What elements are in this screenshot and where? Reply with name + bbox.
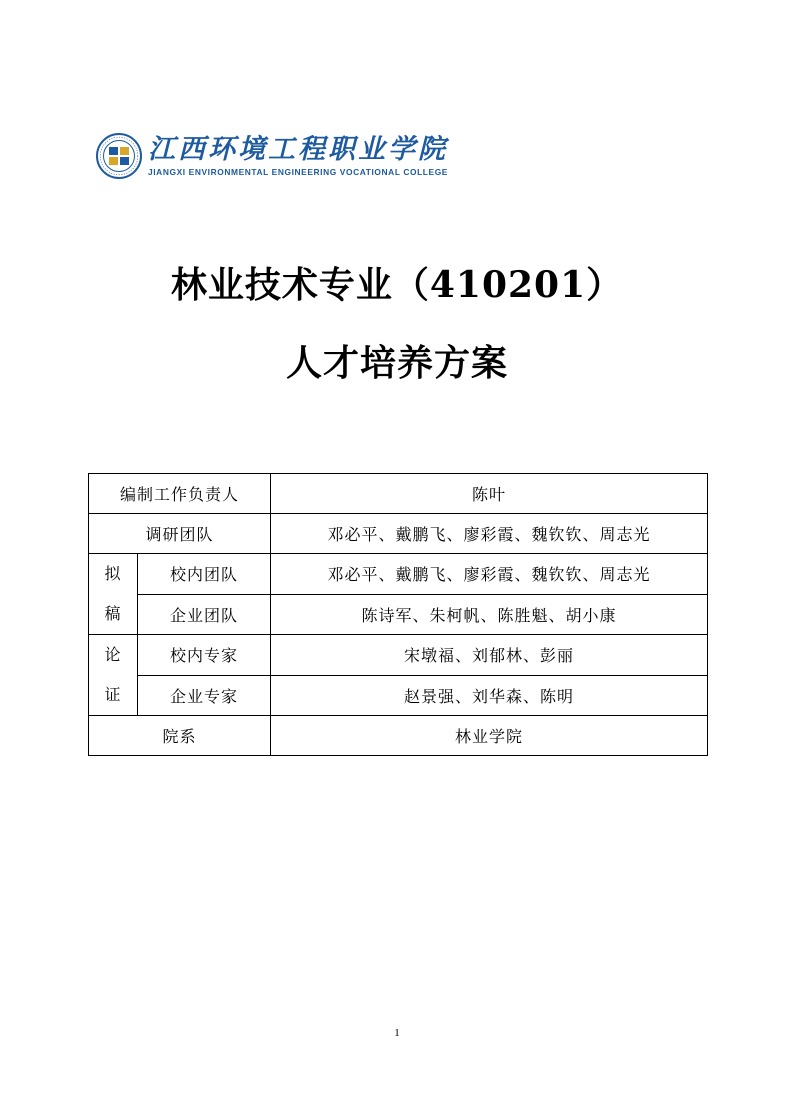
review-char-1: 论 <box>104 645 122 664</box>
draft-group-label <box>89 554 138 635</box>
review-company-value: 赵景强、刘华森、陈明 <box>271 675 708 716</box>
page-number: 1 <box>394 1027 400 1039</box>
review-school-label: 校内专家 <box>138 635 271 676</box>
document-title-line1: 林业技术专业（410201） <box>170 264 624 306</box>
dept-label: 院系 <box>89 716 271 756</box>
table-row <box>89 474 708 514</box>
draft-school-value: 邓必平、戴鹏飞、廖彩霞、魏钦钦、周志光 <box>271 554 708 595</box>
editor-label: 编制工作负责人 <box>89 474 271 514</box>
college-seal-icon <box>96 133 142 179</box>
draft-char-1: 拟 <box>104 564 122 583</box>
review-company-label: 企业专家 <box>138 675 271 716</box>
table-row <box>89 594 708 635</box>
authorship-table <box>88 473 708 756</box>
document-title-line2: 人才培养方案 <box>285 342 508 384</box>
research-label: 调研团队 <box>89 514 271 554</box>
table-row <box>89 514 708 554</box>
college-name-cn: 江西环境工程职业学院 <box>148 134 448 165</box>
college-logo <box>96 133 448 179</box>
draft-char-2: 稿 <box>104 604 122 623</box>
draft-school-label: 校内团队 <box>138 554 271 595</box>
editor-value: 陈叶 <box>271 474 708 514</box>
table-row <box>89 716 708 756</box>
review-school-value: 宋墩福、刘郁林、彭丽 <box>271 635 708 676</box>
table-row <box>89 635 708 676</box>
college-name-en: JIANGXI ENVIRONMENTAL ENGINEERING VOCATIONAL COLLEGE <box>148 167 448 177</box>
table-row <box>89 554 708 595</box>
research-value: 邓必平、戴鹏飞、廖彩霞、魏钦钦、周志光 <box>271 514 708 554</box>
table-row <box>89 675 708 716</box>
review-char-2: 证 <box>104 685 122 704</box>
draft-company-label: 企业团队 <box>138 594 271 635</box>
draft-company-value: 陈诗军、朱柯帆、陈胜魁、胡小康 <box>271 594 708 635</box>
dept-value: 林业学院 <box>271 716 708 756</box>
review-group-label <box>89 635 138 716</box>
